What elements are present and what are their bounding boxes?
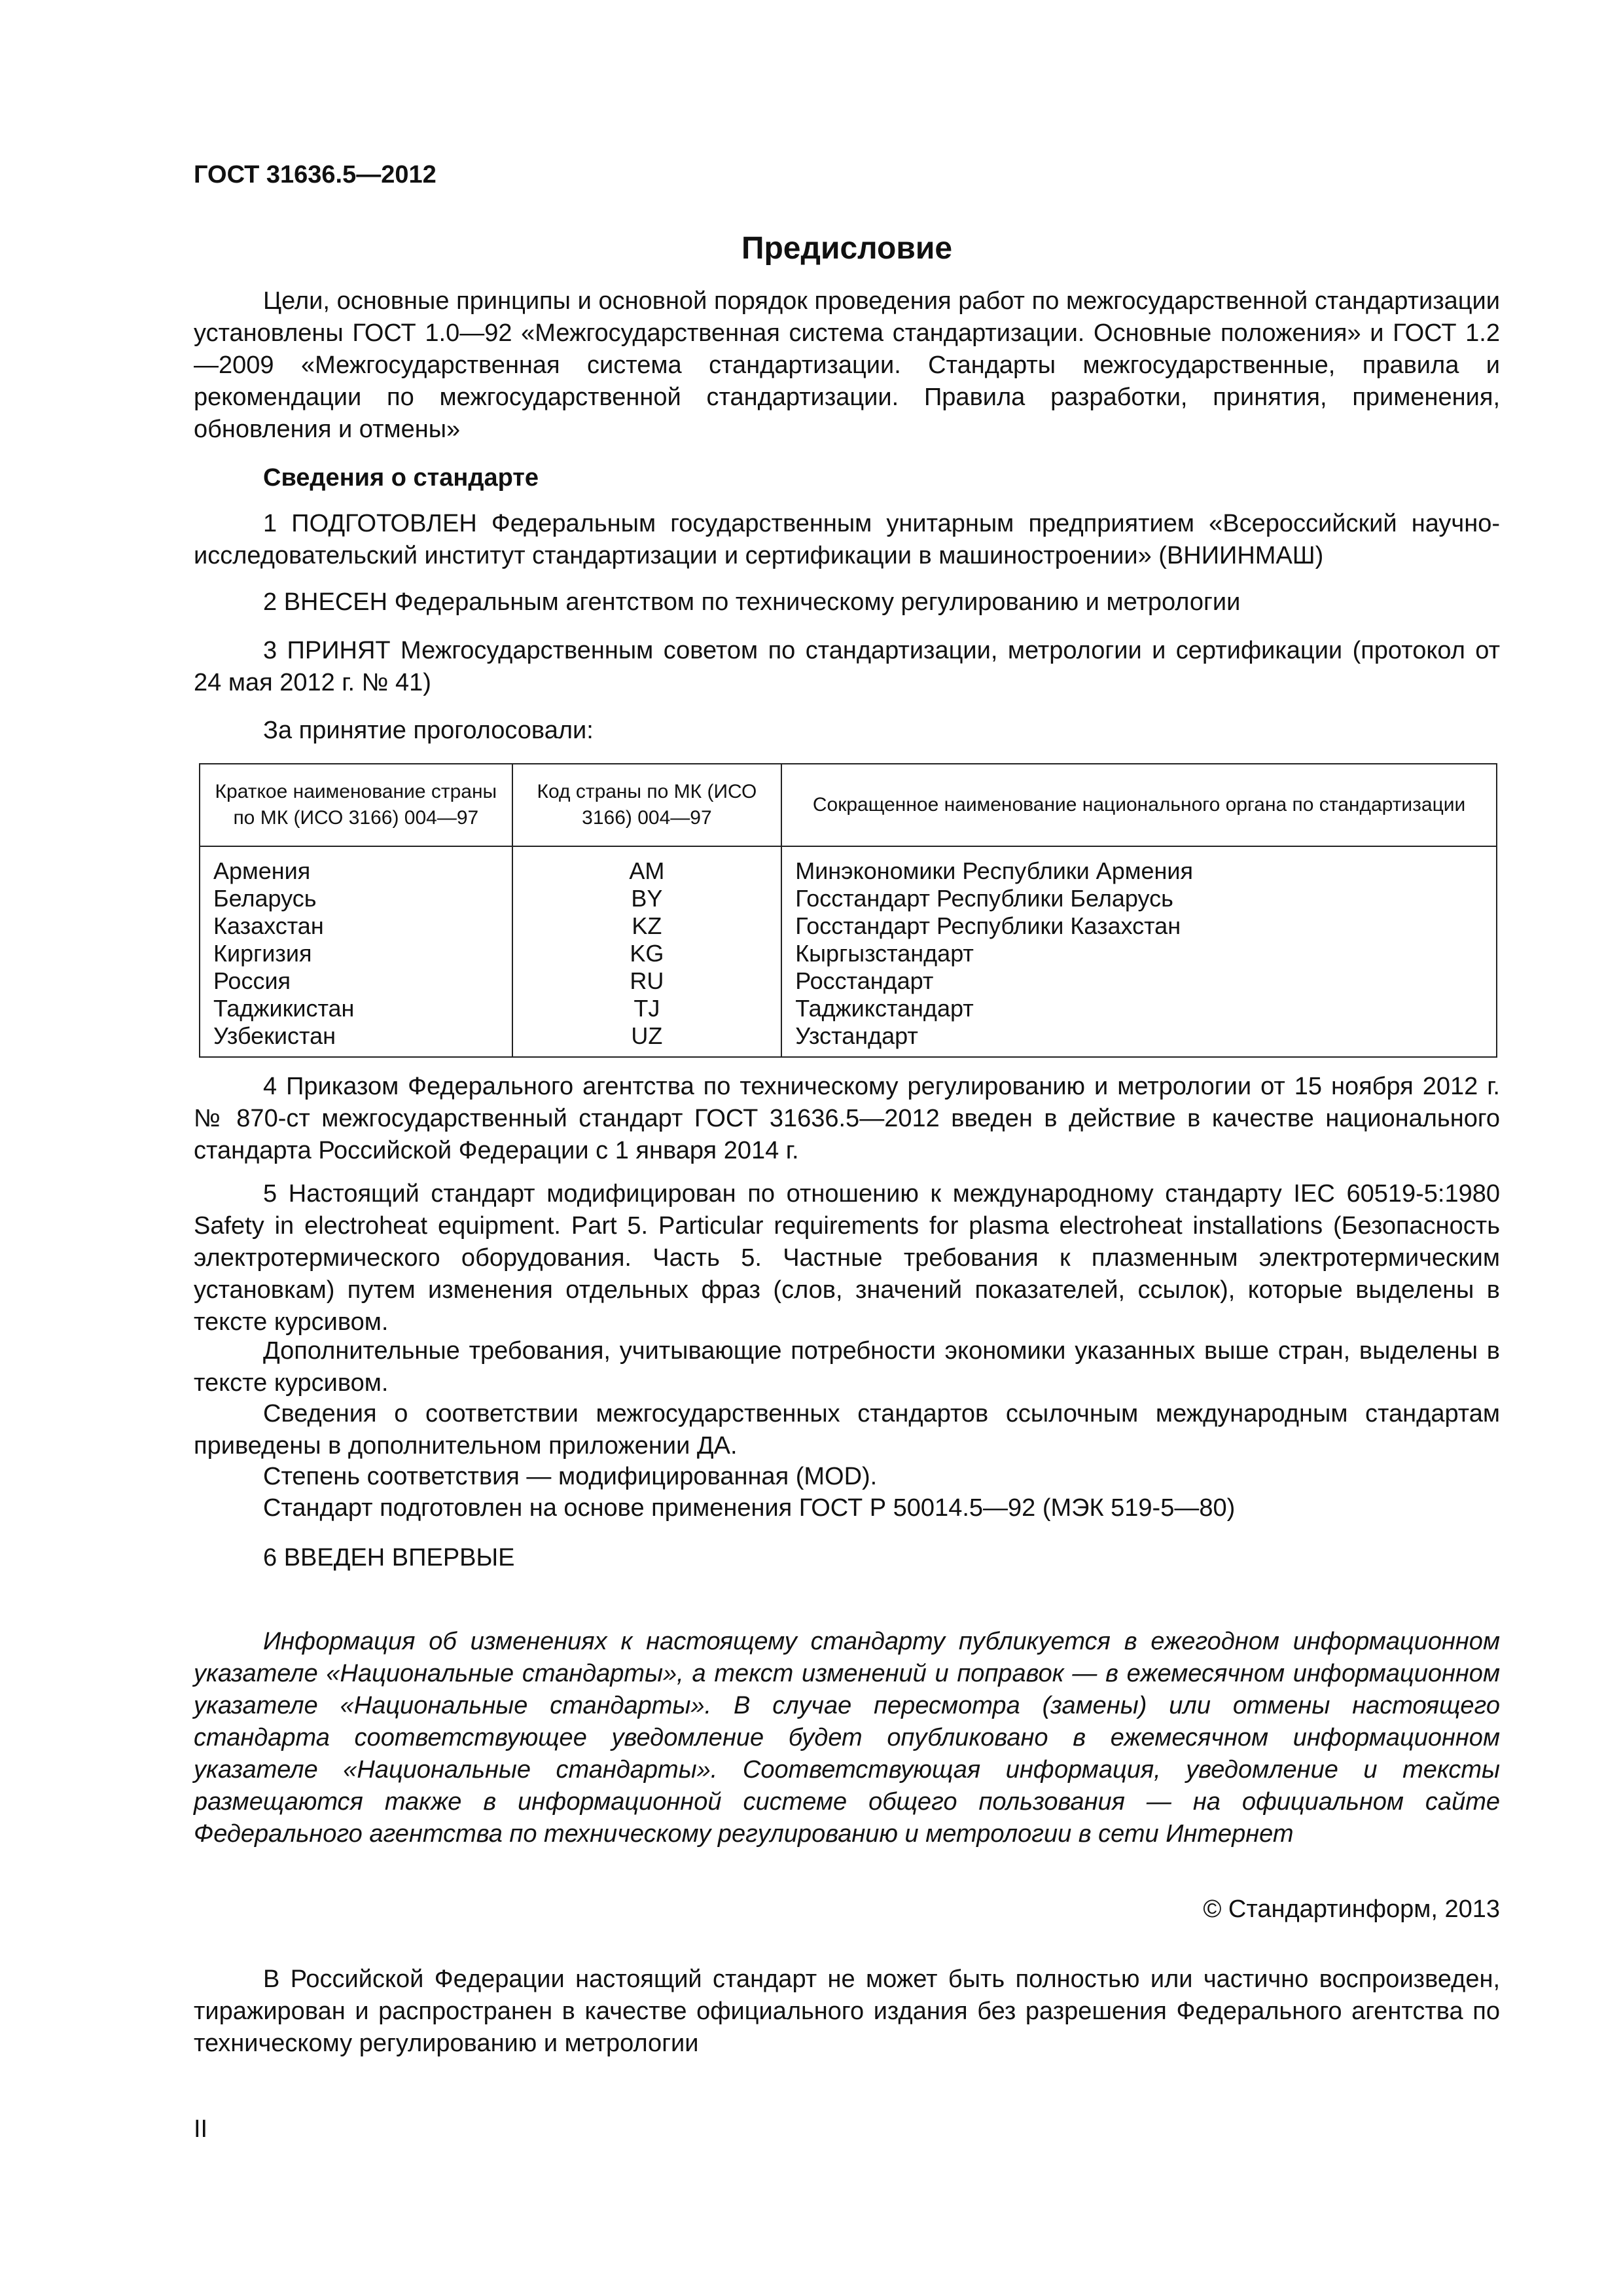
item-3: 3 ПРИНЯТ Межгосударственным советом по стандартизации, метрологии и сертификации (протокол от 24 мая 2012 г. № 41) (194, 637, 1500, 696)
cell-country: Казахстан (200, 912, 512, 940)
cell-body: Росстандарт (781, 967, 1497, 995)
cell-country: Россия (200, 967, 512, 995)
table-row (200, 967, 1497, 995)
item-1: 1 ПОДГОТОВЛЕН Федеральным государственным унитарным предприятием «Всероссийский научно-исследовательский институт стандартизации и сертификации в машиностроении» (ВНИИНМАШ) (194, 510, 1500, 569)
table-header-row (200, 764, 1497, 846)
cell-code: BY (512, 885, 782, 912)
info-heading: Сведения о стандарте (263, 464, 539, 492)
item-5-conformity-degree: Степень соответствия — модифицированная (MOD). (263, 1463, 878, 1490)
col-header-country: Краткое наименование страны по МК (ИСО 3166) 004—97 (200, 764, 512, 846)
cell-country: Армения (200, 846, 512, 885)
item-5: 5 Настоящий стандарт модифицирован по отношению к международному стандарту IEC 60519-5:1980 Safety in electroheat equipment. Part 5. Particular requirements for plasma electroheat installations (Безопасность электротермического оборудования. Часть 5. Частные требования к плазменным электротермическим установкам) путем изменения отдельных фраз (слов, значений показателей, ссылок), которые выделены в тексте курсивом. (194, 1180, 1500, 1336)
item-5-reference-info: Сведения о соответствии межгосударственных стандартов ссылочным международным стандартам приведены в дополнительном приложении ДА. (194, 1400, 1500, 1460)
cell-code: KZ (512, 912, 782, 940)
table-row (200, 995, 1497, 1022)
item-2: 2 ВНЕСЕН Федеральным агентством по техническому регулированию и метрологии (263, 588, 1241, 616)
copyright: © Стандартинформ, 2013 (1203, 1895, 1500, 1923)
page-number: II (194, 2115, 208, 2143)
change-notice: Информация об изменениях к настоящему стандарту публикуется в ежегодном информационном указателе «Национальные стандарты», а текст изменений и поправок — в ежемесячном информационном указателе «Национальные стандарты». В случае пересмотра (замены) или отмены настоящего стандарта соответствующее уведомление будет опубликовано в ежемесячном информационном указателе «Национальные стандарты». Соответствующая информация, уведомление и тексты размещаются также в информационной системе общего пользования — на официальном сайте Федерального агентства по техническому регулированию и метрологии в сети Интернет (194, 1628, 1500, 1848)
cell-code: RU (512, 967, 782, 995)
cell-code: TJ (512, 995, 782, 1022)
item-5-additional-requirements: Дополнительные требования, учитывающие потребности экономики указанных выше стран, выделены в тексте курсивом. (194, 1337, 1500, 1397)
table-row (200, 912, 1497, 940)
col-header-body: Сокращенное наименование национального органа по стандартизации (781, 764, 1497, 846)
table-row (200, 940, 1497, 967)
cell-country: Таджикистан (200, 995, 512, 1022)
reproduction-restriction: В Российской Федерации настоящий стандарт не может быть полностью или частично воспроизведен, тиражирован и распространен в качестве официального издания без разрешения Федерального агентства по техническому регулированию и метрологии (194, 1965, 1500, 2057)
intro-paragraph: Цели, основные принципы и основной порядок проведения работ по межгосударственной стандартизации установлены ГОСТ 1.0—92 «Межгосударственная система стандартизации. Основные положения» и ГОСТ 1.2—2009 «Межгосударственная система стандартизации. Стандарты межгосударственные, правила и рекомендации по межгосударственной стандартизации. Правила разработки, принятия, применения, обновления и отмены» (194, 287, 1500, 443)
table-row (200, 885, 1497, 912)
document-header: ГОСТ 31636.5—2012 (194, 161, 437, 188)
item-5-basis: Стандарт подготовлен на основе применения ГОСТ Р 50014.5—92 (МЭК 519-5—80) (263, 1494, 1236, 1522)
cell-country: Киргизия (200, 940, 512, 967)
vote-intro: За принятие проголосовали: (263, 717, 594, 744)
cell-code: KG (512, 940, 782, 967)
item-4: 4 Приказом Федерального агентства по техническому регулированию и метрологии от 15 ноября 2012 г. № 870-ст межгосударственный стандарт ГОСТ 31636.5—2012 введен в действие в качестве национального стандарта Российской Федерации с 1 января 2014 г. (194, 1073, 1500, 1164)
cell-code: AM (512, 846, 782, 885)
cell-body: Минэкономики Республики Армения (781, 846, 1497, 885)
cell-country: Беларусь (200, 885, 512, 912)
item-6: 6 ВВЕДЕН ВПЕРВЫЕ (263, 1544, 515, 1571)
cell-body: Госстандарт Республики Беларусь (781, 885, 1497, 912)
cell-code: UZ (512, 1022, 782, 1057)
cell-body: Кыргызстандарт (781, 940, 1497, 967)
col-header-code: Код страны по МК (ИСО 3166) 004—97 (512, 764, 782, 846)
cell-body: Таджикстандарт (781, 995, 1497, 1022)
cell-country: Узбекистан (200, 1022, 512, 1057)
voting-table (199, 763, 1497, 1058)
cell-body: Узстандарт (781, 1022, 1497, 1057)
table-row (200, 1022, 1497, 1057)
cell-body: Госстандарт Республики Казахстан (781, 912, 1497, 940)
page-title: Предисловие (741, 231, 953, 266)
table-row (200, 846, 1497, 885)
